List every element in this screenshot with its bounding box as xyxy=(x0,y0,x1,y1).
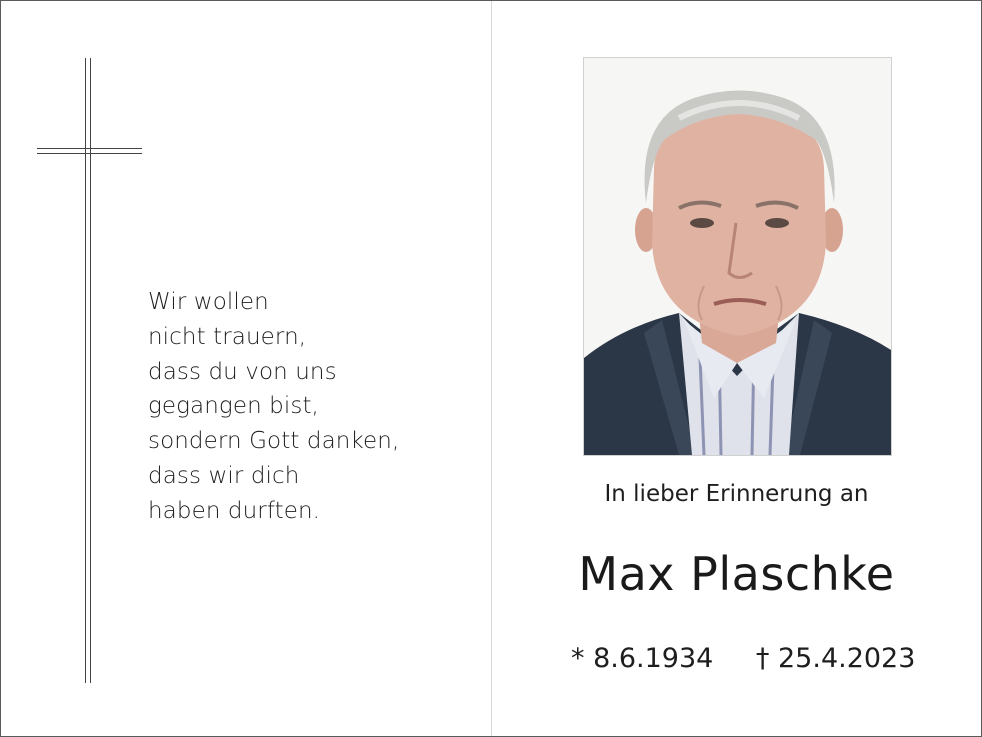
cross-horizontal-line xyxy=(37,148,142,149)
card-fold-line xyxy=(491,1,492,736)
poem-line: gegangen bist, xyxy=(148,393,319,420)
cross-vertical-line xyxy=(90,58,91,683)
poem-line: dass du von uns xyxy=(148,358,337,385)
poem xyxy=(148,285,468,529)
portrait-photo xyxy=(583,57,892,456)
cross-horizontal-line xyxy=(37,153,142,154)
portrait-illustration xyxy=(584,58,891,455)
death-date: † 25.4.2023 xyxy=(755,643,916,674)
poem-line: Wir wollen xyxy=(148,289,269,315)
poem-line: dass wir dich xyxy=(148,462,300,489)
deceased-name: Max Plaschke xyxy=(578,547,895,601)
birth-date: * 8.6.1934 xyxy=(571,643,714,674)
cross-vertical-line xyxy=(85,58,86,683)
poem-line: nicht trauern, xyxy=(148,323,307,350)
poem-line: sondern Gott danken, xyxy=(148,428,400,455)
memorial-intro: In lieber Erinnerung an xyxy=(604,481,869,507)
poem-line: haben durften. xyxy=(148,497,321,524)
life-dates xyxy=(571,643,931,674)
